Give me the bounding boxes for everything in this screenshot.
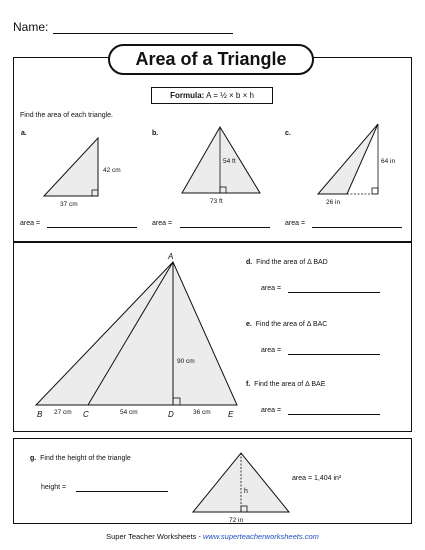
triangle-g-h-label: h xyxy=(244,488,248,495)
question-g-letter: g. xyxy=(30,455,37,462)
point-a-label: A xyxy=(168,252,174,261)
segment-de-length: 36 cm xyxy=(193,409,211,416)
footer-separator: - xyxy=(196,532,203,541)
triangle-a-base: 37 cm xyxy=(60,201,78,208)
worksheet-title: Area of a Triangle xyxy=(108,44,314,75)
name-label: Name: xyxy=(13,20,49,34)
area-d-label: area = xyxy=(261,285,282,292)
height-label: height = xyxy=(41,484,67,491)
footer xyxy=(0,532,425,541)
question-d-text: Find the area of Δ BAD xyxy=(256,259,328,266)
point-e-label: E xyxy=(228,410,234,419)
triangle-c-base: 26 in xyxy=(326,199,341,206)
problem-b-letter: b. xyxy=(152,130,159,137)
triangle-a-height: 42 cm xyxy=(103,167,121,174)
problem-a-letter: a. xyxy=(21,130,27,137)
given-area: area = 1,404 in² xyxy=(292,475,342,482)
question-g-text: Find the height of the triangle xyxy=(40,455,131,462)
triangle-g-base: 72 in xyxy=(229,517,244,524)
question-e-letter: e. xyxy=(246,321,252,328)
footer-url-link[interactable]: www.superteacherworksheets.com xyxy=(202,532,319,541)
area-f-label: area = xyxy=(261,407,282,414)
area-b-label: area = xyxy=(152,220,173,227)
point-d-label: D xyxy=(168,410,174,419)
question-f-letter: f. xyxy=(246,381,251,388)
segment-bc-length: 27 cm xyxy=(54,409,72,416)
area-c-label: area = xyxy=(285,220,306,227)
area-a-label: area = xyxy=(20,220,41,227)
point-b-label: B xyxy=(37,410,43,419)
formula-label: Formula: xyxy=(170,91,205,100)
area-e-label: area = xyxy=(261,347,282,354)
triangle-b-base: 73 ft xyxy=(210,198,223,205)
segment-ad-length: 90 cm xyxy=(177,358,195,365)
problem-c-letter: c. xyxy=(285,130,291,137)
question-e-text: Find the area of Δ BAC xyxy=(255,321,328,328)
formula-expression: A = ½ × b × h xyxy=(206,91,254,100)
question-d-letter: d. xyxy=(246,259,253,266)
triangle-c-height: 64 in xyxy=(381,158,396,165)
segment-cd-length: 54 cm xyxy=(120,409,138,416)
footer-site: Super Teacher Worksheets xyxy=(106,532,197,541)
instruction-text: Find the area of each triangle. xyxy=(20,112,114,119)
question-f-text: Find the area of Δ BAE xyxy=(254,381,326,388)
point-c-label: C xyxy=(83,410,89,419)
triangle-b-height: 54 ft xyxy=(223,158,236,165)
